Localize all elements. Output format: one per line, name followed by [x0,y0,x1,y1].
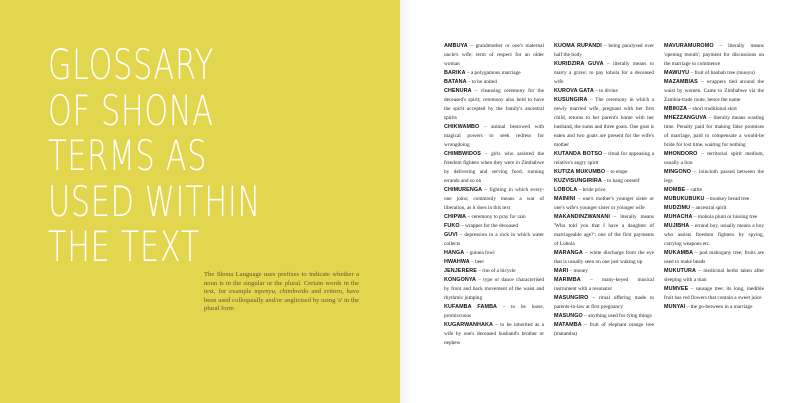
glossary-definition: – to hang oneself [601,178,640,184]
glossary-term: MARIMBA [554,277,581,283]
glossary-definition: – girls who assisted the freedom fighters when they were in Zimbabwe by delivering and serving food, running errands and so on [444,151,544,184]
title-line: TERMS AS [48,131,208,180]
glossary-term: JENJERERE [444,268,477,274]
glossary-entry [554,87,654,96]
glossary-term: MARANGA [554,250,583,256]
intro-word: zvitoro [323,288,342,295]
glossary-term: KUTANDA BOTSO [554,151,603,157]
glossary-term: MUNYAI [664,304,686,310]
glossary-term: CHIMBWIDOS [444,151,481,157]
glossary-entry [664,42,764,69]
glossary-definition: – The ceremony in which a newly married wife, pregnant with her first child, returns to her parent's home with her husband, the sums and three goats. One goat is eaten and two goats are present for the wife's mother [554,97,654,148]
glossary-term: AMBUYA [444,43,468,49]
glossary-definition: – ritual offering made to parents-in-law at first pregnancy [554,295,654,310]
glossary-definition: – ancestral spirit [690,205,727,211]
glossary-term: MINGONO [664,169,692,175]
glossary-entry [444,87,544,123]
glossary-definition: – the go-between in a marriage [685,304,753,310]
glossary-term: MOMBE [664,187,686,193]
glossary-term: MASUNGIRO [554,295,589,301]
glossary-term: CHIMURENGA [444,187,483,193]
glossary-definition: – to divine [593,88,618,94]
glossary-term: MATAMBA [554,322,582,328]
glossary-term: KUTIZA MUKUMBO [554,169,606,175]
glossary-term: MUDZIMU [664,205,691,211]
glossary-term: MBIKIZA [664,106,688,112]
glossary-definition: – literally means 'Who told you that I have a daughter of marriageable age?'; one of the first payments of Lobola [554,214,654,247]
glossary-entry [554,276,654,294]
glossary-entry [554,96,654,150]
glossary-definition: – errand boy, usually means a boy who assists freedom fighters by spying, carrying weapons etc. [664,223,764,247]
glossary-column [664,42,764,312]
glossary-column [554,42,654,339]
glossary-entry [664,213,764,222]
glossary-term: CHENURA [444,88,472,94]
glossary-term: KURIDZIRA GUVA [554,61,604,67]
glossary-entry [664,195,764,204]
glossary-definition: – fruit of baobab tree (muuyu) [689,70,755,76]
glossary-definition: – one's mother's younger sister or one's wife's younger sister or younger wife [554,196,654,211]
glossary-definition: – to be united [466,79,497,85]
glossary-term: MUMVEE [664,286,689,292]
glossary-definition: – to be loose, promiscuous [444,304,544,319]
glossary-term: MAKANDINZWANANI [554,214,610,220]
glossary-definition: – loincloth passed between the legs [664,169,764,184]
intro-sep: and [308,288,324,295]
glossary-term: MAZAMBIAS [664,79,698,85]
glossary-definition: – cleansing ceremony for the deceased's spirit; ceremony also held to have the spirit accepted by the family's ancestral spirits [444,88,544,121]
glossary-entry [444,303,544,321]
glossary-entry [554,186,654,195]
glossary-entry [554,177,654,186]
glossary-definition: – type or dance characterised by front and back movement of the waist and rhythmic jumping [444,277,544,301]
title-line: USED WITHIN [48,176,261,226]
glossary-definition: – ceremony to pray for rain [466,214,526,220]
glossary-entry [664,222,764,249]
title-line: OF SHONA [48,85,214,135]
glossary-definition: – monkey bread tree [704,196,750,202]
glossary-definition: – to be inherited as a wife by one's deceased husband's brother or nephew [444,322,544,346]
glossary-title [48,42,348,270]
glossary-entry [444,258,544,267]
glossary-entry [554,213,654,249]
glossary-entry [444,321,544,348]
glossary-entry [664,168,764,186]
glossary-definition: – white discharge from the eye that is usually seen on one just waking up [554,250,654,265]
glossary-term: MAVURAMUROMO [664,43,714,49]
glossary-definition: – literally means to marry a grave; to pay lobola for a deceased wife [554,61,654,85]
glossary-definition: – medicinal herbs taken after sleeping with a man [664,268,764,283]
title-line: GLOSSARY [48,40,214,89]
glossary-term: MASUNGO [554,313,583,319]
glossary-entry [444,78,544,87]
glossary-term: MUBUKUBUKU [664,196,705,202]
glossary-definition: – guinea fowl [464,250,495,256]
glossary-entry [554,60,654,87]
glossary-term: CHIKWAMBO [444,124,480,130]
intro-word: mpenyu [254,288,275,295]
glossary-term: MHONDORO [664,151,698,157]
glossary-entry [554,294,654,312]
glossary-entry [554,168,654,177]
glossary-definition: – sausage tree; its long, inedible fruit has red flowers that contain a sweet juice [664,286,764,301]
glossary-term: MUJIBHA [664,223,690,229]
glossary-definition: – to elope [605,169,628,175]
glossary-definition: – rim of a bicycle [476,268,516,274]
glossary-entry [664,186,764,195]
glossary-entry [444,186,544,213]
glossary-entry [664,114,764,150]
glossary-term: GUVI [444,232,458,238]
glossary-term: HANGA [444,250,465,256]
intro-text: , have been used colloquially and/or anglicised by using 's' in the plural form [204,288,359,312]
glossary-entry [554,249,654,267]
glossary-term: KUOMA RUPANDI [554,43,602,49]
glossary-entry [664,249,764,267]
glossary-entry [444,267,544,276]
glossary-term: KUROVA GATA [554,88,594,94]
right-page [400,0,800,403]
glossary-definition: – ritual for appeasing a relative's angry spirit [554,151,655,166]
glossary-definition: – wrapper for the deceased [459,223,519,229]
glossary-definition: – wrappers tied around the waist by women. Came to Zimbabwe via the Zambia-trade route, hence the name [664,79,764,103]
glossary-term: BATANA [444,79,467,85]
glossary-definition: – cattle [685,187,702,193]
glossary-entry [664,150,764,168]
glossary-entry [444,276,544,303]
glossary-column [444,42,544,348]
glossary-definition: – a polygamous marriage [465,70,521,76]
glossary-definition: – fruit of elephant orange tree (matamba) [554,322,654,337]
title-line: THE TEXT [48,222,200,271]
glossary-definition: – literally means 'opening mouth'; payment for discussions on the marriage to commence [664,43,764,67]
glossary-entry [444,150,544,186]
glossary-definition: – animal bestowed with magical powers to seek redress for wrongdoing [444,124,544,148]
glossary-entry [444,213,544,222]
glossary-term: KONGONYA [444,277,477,283]
intro-note [204,271,359,314]
glossary-entry [664,267,764,285]
glossary-definition: – depression in a rock in which water collects [444,232,544,247]
intro-text: The Shona Language uses prefixes to indicate whether a noun is in the singular or the plural. Certain words in the text, for example [204,271,359,295]
glossary-definition: – grandmother or one's maternal uncle's wife; term of respect for an older woman [444,43,544,67]
glossary-term: MUHACHA [664,214,693,220]
glossary-definition: – beer [469,259,485,265]
glossary-term: BARIKA [444,70,466,76]
glossary-entry [554,267,654,276]
glossary-term: MUKAMBA [664,250,694,256]
glossary-term: MHEZZANGUVA [664,115,707,121]
glossary-definition: – territorial spirit medium, usually a lion [664,151,764,166]
glossary-definition: – mobola plum or hissing tree [692,214,758,220]
glossary-term: KUFAMBA FAMBA [444,304,498,310]
glossary-term: MUKUTURA [664,268,696,274]
glossary-entry [664,105,764,114]
glossary-entry [554,312,654,321]
glossary-definition: – money [568,268,588,274]
glossary-entry [664,285,764,303]
glossary-term: KUZVISUNGIRIRA [554,178,602,184]
glossary-definition: – literally means wasting time. Penalty paid for making false promises of marriage, paid to compensate a would-be bride for lost time, waiting for nothing [664,115,764,148]
glossary-definition: – fighting in which every-one joins; commonly means a war of liberation, as it does in this text [444,187,544,211]
glossary-entry [444,42,544,69]
glossary-entry [444,249,544,258]
intro-word: chimbwido [279,288,309,295]
glossary-term: KUSUNGIRA [554,97,588,103]
glossary-definition: – bride price [577,187,606,193]
glossary-entry [444,123,544,150]
glossary-entry [554,150,654,168]
glossary-entry [554,195,654,213]
glossary-term: FUKO [444,223,460,229]
glossary-entry [664,78,764,105]
glossary-definition: – short traditional skirt [687,106,737,112]
glossary-definition: – anything used for tying things [582,313,652,319]
glossary-term: MARI [554,268,569,274]
glossary-term: LOBOLA [554,187,578,193]
glossary-definition: – being paralysed over half the body [554,43,654,58]
glossary-term: CHIPWA [444,214,467,220]
glossary-entry [664,204,764,213]
glossary-term: KUGARWANHAKA [444,322,494,328]
glossary-definition: – many-keyed musical instrument with a resonator [554,277,654,292]
glossary-term: MAWUYU [664,70,690,76]
glossary-entry [664,69,764,78]
glossary-definition: – pod mahogany tree; fruits are used to make beads [664,250,764,265]
glossary-term: HWAHWA [444,259,470,265]
glossary-entry [554,42,654,60]
intro-sep: , [274,288,280,295]
glossary-entry [444,222,544,231]
glossary-term: MAININI [554,196,576,202]
glossary-entry [444,69,544,78]
glossary-entry [554,321,654,339]
glossary-entry [664,303,764,312]
glossary-entry [444,231,544,249]
